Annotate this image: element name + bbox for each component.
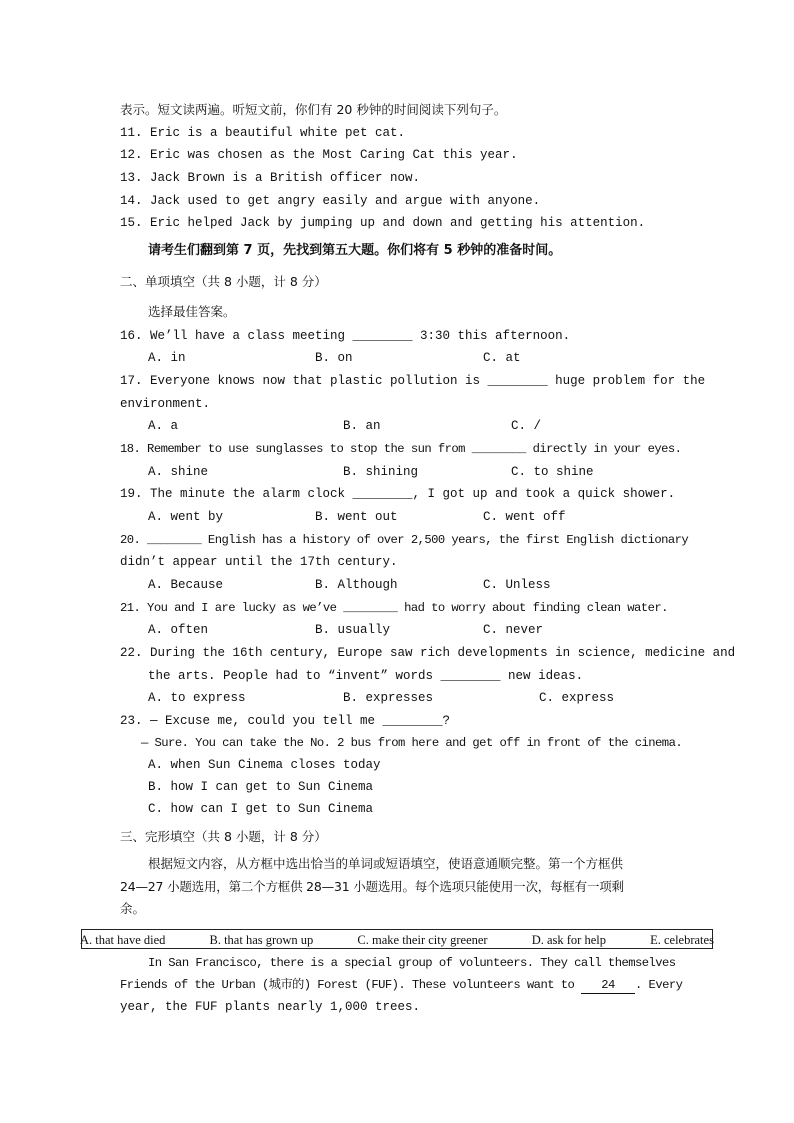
turn-page-note: 请考生们翻到第 7 页，先找到第五大题。你们将有 5 秒钟的准备时间。 [148, 243, 562, 258]
question-20-stem-cont: didn’t appear until the 17th century. [120, 555, 398, 569]
listening-statement: 13. Jack Brown is a British officer now. [120, 171, 421, 185]
word-box-option: E. celebrates [650, 933, 714, 947]
q23-option-c: C. how can I get to Sun Cinema [148, 802, 374, 816]
listening-statement: 12. Eric was chosen as the Most Caring Cat this year. [120, 148, 518, 162]
question-22-stem-cont: the arts. People had to “invent” words ________ new ideas. [148, 669, 584, 683]
q19-option-b: B. went out [315, 510, 398, 524]
q22-option-a: A. to express [148, 691, 246, 705]
q19-option-c: C. went off [483, 510, 566, 524]
q22-option-c: C. express [539, 691, 615, 705]
listening-statement: 15. Eric helped Jack by jumping up and down and getting his attention. [120, 216, 646, 230]
q21-option-a: A. often [148, 623, 209, 637]
q16-option-b: B. on [315, 351, 353, 365]
section2-instruction: 选择最佳答案。 [148, 304, 236, 319]
section3-heading: 三、完形填空（共 8 小题，计 8 分） [120, 829, 327, 844]
q16-option-a: A. in [148, 351, 186, 365]
question-17-stem: 17. Everyone knows now that plastic pollution is ________ huge problem for the [120, 374, 706, 388]
question-16-stem: 16. We’ll have a class meeting ________ 3:30 this afternoon. [120, 329, 571, 343]
q20-option-b: B. Although [315, 578, 398, 592]
q23-option-b: B. how I can get to Sun Cinema [148, 780, 374, 794]
word-box-options [80, 932, 714, 948]
word-box-option: B. that has grown up [209, 933, 314, 947]
question-23-stem: 23. — Excuse me, could you tell me ________? [120, 714, 451, 728]
question-22-stem: 22. During the 16th century, Europe saw rich developments in science, medicine and [120, 646, 736, 660]
section3-instruction: 根据短文内容，从方框中选出恰当的单词或短语填空，使语意通顺完整。第一个方框供 [148, 856, 624, 871]
word-box-option: C. make their city greener [357, 933, 488, 947]
question-18-stem: 18. Remember to use sunglasses to stop the sun from ________ directly in your eyes. [120, 442, 682, 456]
passage-text: . Every [635, 978, 683, 992]
q18-option-c: C. to shine [511, 465, 594, 479]
q17-option-c: C. / [511, 419, 542, 433]
question-21-stem: 21. You and I are lucky as we’ve ________ had to worry about finding clean water. [120, 601, 668, 615]
q20-option-c: C. Unless [483, 578, 551, 592]
passage-line: year, the FUF plants nearly 1,000 trees. [120, 1000, 421, 1014]
q17-option-b: B. an [343, 419, 381, 433]
question-17-stem-cont: environment. [120, 397, 211, 411]
listening-statement: 11. Eric is a beautiful white pet cat. [120, 126, 406, 140]
q21-option-c: C. never [483, 623, 544, 637]
listening-statement: 14. Jack used to get angry easily and argue with anyone. [120, 194, 541, 208]
q21-option-b: B. usually [315, 623, 391, 637]
question-23-reply: — Sure. You can take the No. 2 bus from here and get off in front of the cinema. [141, 736, 683, 750]
section3-instruction-cont: 24—27 小题选用，第二个方框供 28—31 小题选用。每个选项只能使用一次，每框有一项剩 [120, 879, 624, 894]
word-box-option: D. ask for help [531, 933, 606, 947]
intro-line: 表示。短文读两遍。听短文前，你们有 20 秒钟的时间阅读下列句子。 [120, 102, 507, 117]
word-box-option: A. that have died [80, 933, 166, 947]
section3-instruction-end: 余。 [120, 901, 146, 916]
passage-line: In San Francisco, there is a special group of volunteers. They call themselves [148, 956, 676, 970]
section2-heading: 二、单项填空（共 8 小题，计 8 分） [120, 274, 327, 289]
question-19-stem: 19. The minute the alarm clock ________, I got up and took a quick shower. [120, 487, 676, 501]
question-20-stem: 20. ________ English has a history of over 2,500 years, the first English dictionary [120, 533, 689, 547]
q18-option-b: B. shining [343, 465, 419, 479]
q22-option-b: B. expresses [343, 691, 434, 705]
blank-24: 24 [581, 977, 635, 994]
passage-text: Friends of the Urban (城市的) Forest (FUF). These volunteers want to [120, 978, 582, 992]
q19-option-a: A. went by [148, 510, 224, 524]
q17-option-a: A. a [148, 419, 179, 433]
passage-line [120, 977, 682, 994]
q20-option-a: A. Because [148, 578, 224, 592]
q18-option-a: A. shine [148, 465, 209, 479]
q16-option-c: C. at [483, 351, 521, 365]
q23-option-a: A. when Sun Cinema closes today [148, 758, 381, 772]
